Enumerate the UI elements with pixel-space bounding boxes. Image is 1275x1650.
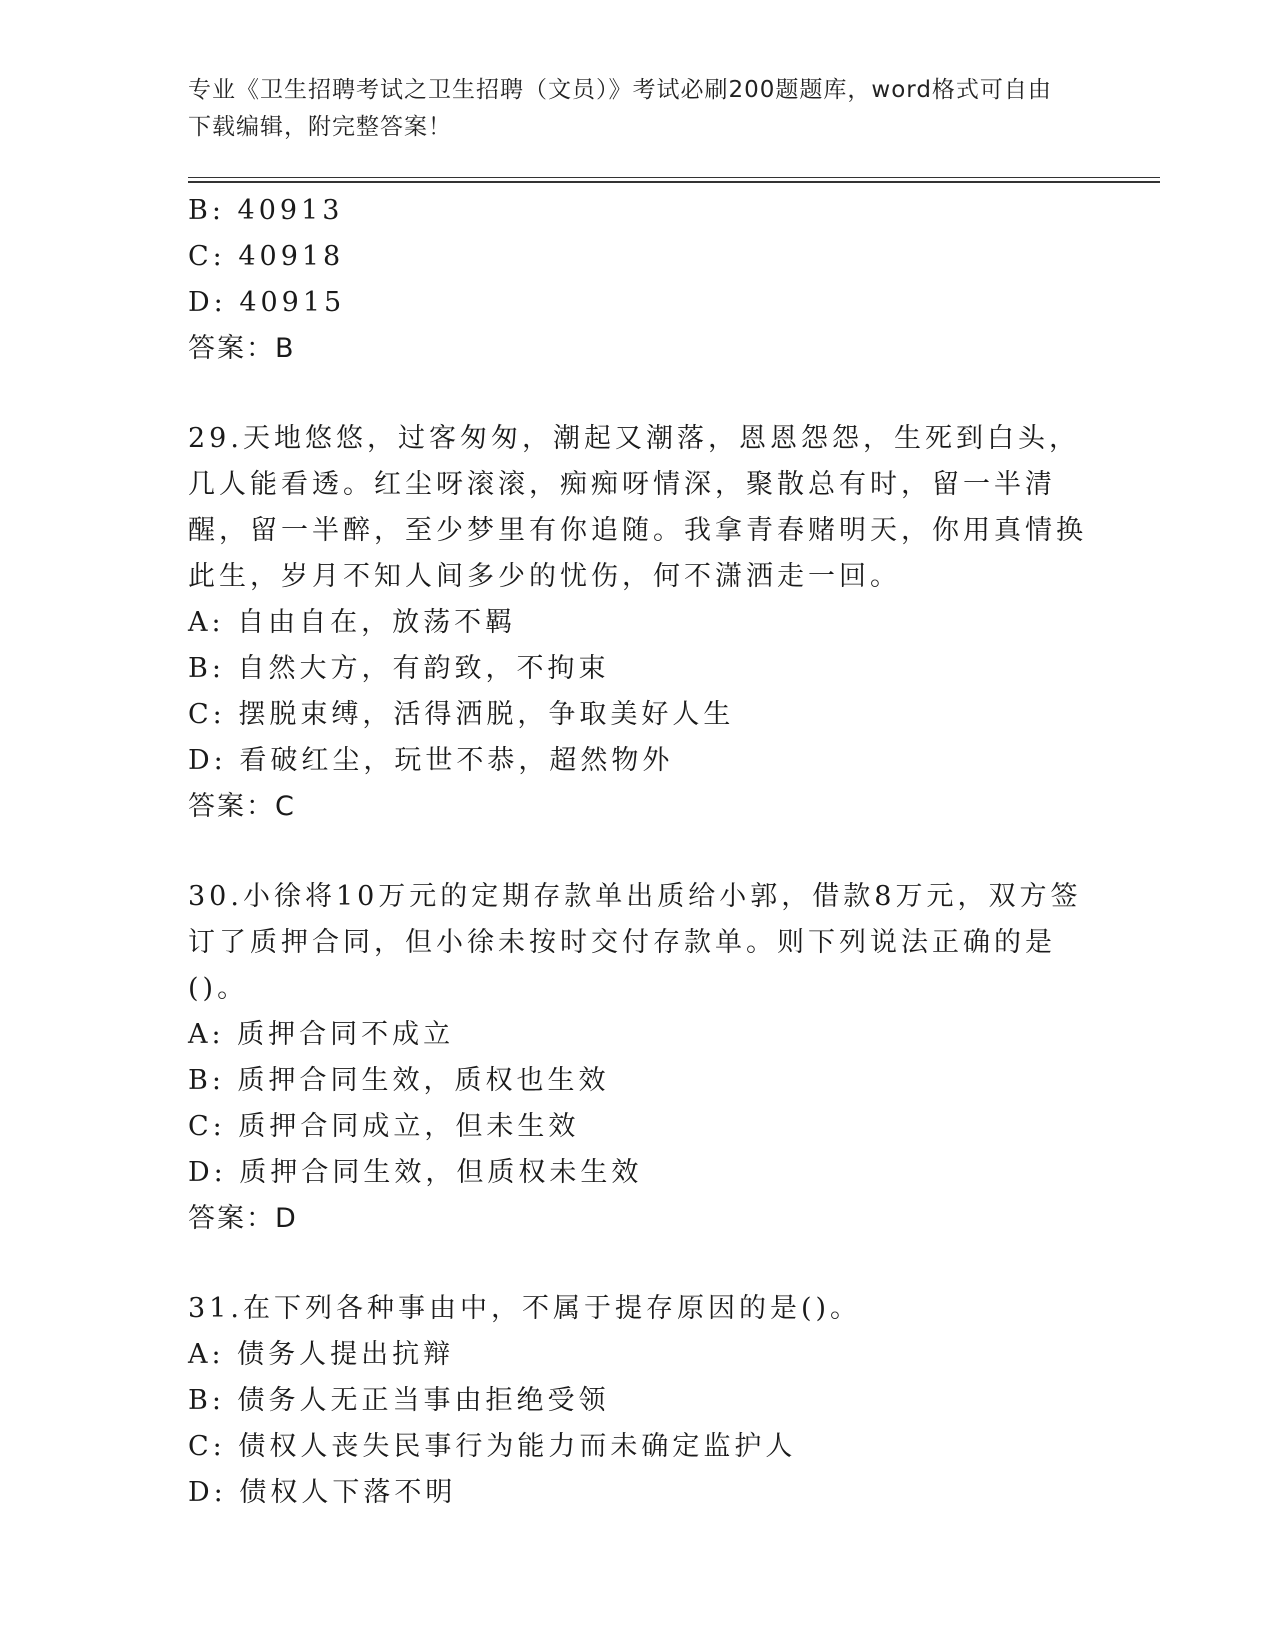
document-body (188, 188, 1088, 1516)
question-stem: 29.天地悠悠，过客匆匆，潮起又潮落，恩恩怨怨，生死到白头，几人能看透。红尘呀滚滚，痴痴呀情深，聚散总有时，留一半清醒，留一半醉，至少梦里有你追随。我拿青春赌明天，你用真情换此生，岁月不知人间多少的忧伤，何不潇洒走一回。 (188, 423, 1087, 592)
option-b: B: 40913 (188, 195, 344, 226)
document-header: 专业《卫生招聘考试之卫生招聘（文员）》考试必刷200题题库，word格式可自由下载编辑，附完整答案！ (188, 77, 1052, 140)
option-a: A: 债务人提出抗辩 (188, 1339, 455, 1370)
prev-question-tail (188, 188, 1088, 372)
header-rule-thin (188, 177, 1160, 178)
option-b: B: 债务人无正当事由拒绝受领 (188, 1385, 610, 1416)
option-b: B: 质押合同生效，质权也生效 (188, 1065, 610, 1096)
question-31 (188, 1286, 1088, 1516)
option-d: D: 看破红尘，玩世不恭，超然物外 (188, 745, 674, 776)
option-c: C: 摆脱束缚，活得洒脱，争取美好人生 (188, 699, 735, 730)
header-rule-thick (188, 181, 1160, 183)
option-d: D: 债权人下落不明 (188, 1477, 457, 1508)
option-c: C: 质押合同成立，但未生效 (188, 1111, 580, 1142)
answer-line: 答案：B (188, 333, 296, 364)
option-d: D: 40915 (188, 287, 346, 318)
question-29 (188, 416, 1088, 830)
option-a: A: 质押合同不成立 (188, 1019, 455, 1050)
answer-line: 答案：C (188, 791, 296, 822)
question-30 (188, 874, 1088, 1242)
question-stem: 31.在下列各种事由中，不属于提存原因的是()。 (188, 1293, 862, 1324)
option-a: A: 自由自在，放荡不羁 (188, 607, 517, 638)
question-stem: 30.小徐将10万元的定期存款单出质给小郭，借款8万元，双方签订了质押合同，但小徐未按时交付存款单。则下列说法正确的是()。 (188, 881, 1082, 1004)
option-c: C: 债权人丧失民事行为能力而未确定监护人 (188, 1431, 797, 1462)
answer-line: 答案：D (188, 1203, 298, 1234)
option-d: D: 质押合同生效，但质权未生效 (188, 1157, 643, 1188)
option-b: B: 自然大方，有韵致，不拘束 (188, 653, 610, 684)
option-c: C: 40918 (188, 241, 345, 272)
